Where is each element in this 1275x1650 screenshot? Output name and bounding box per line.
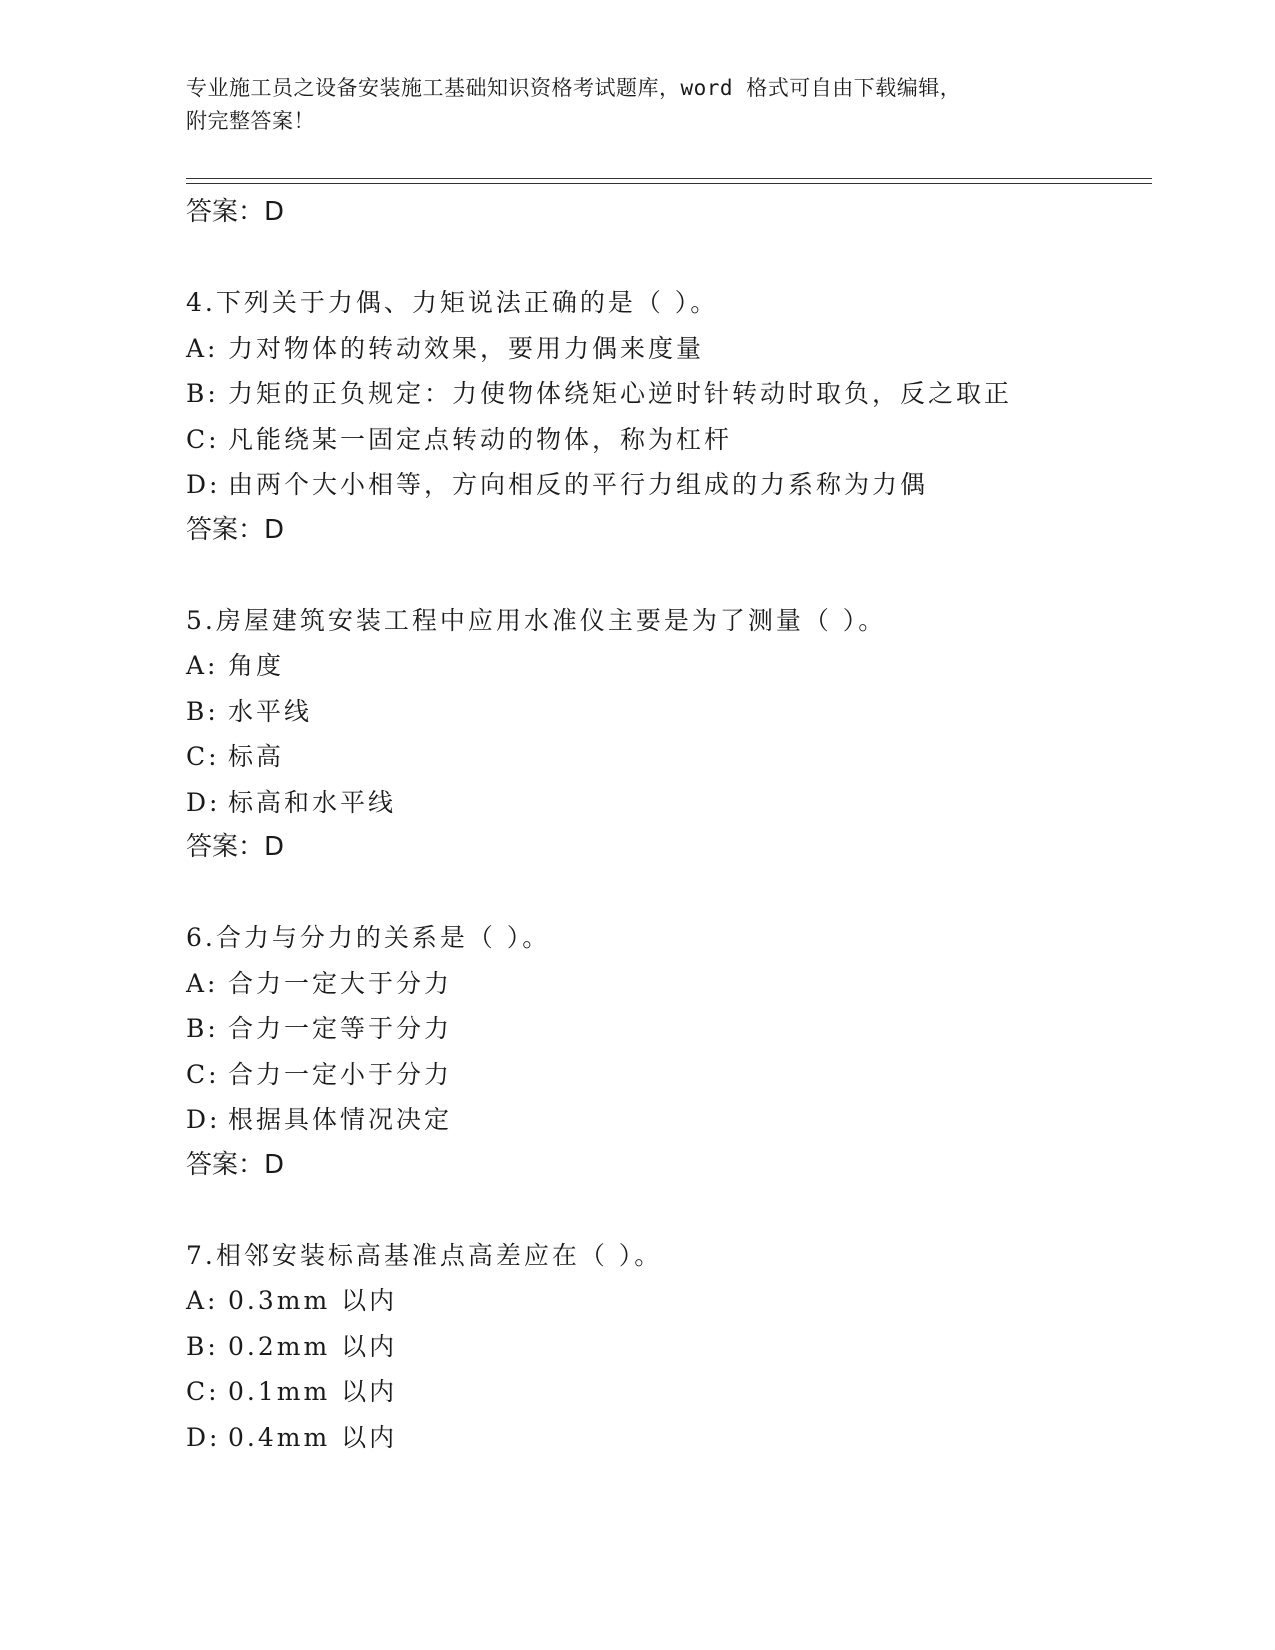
option-letter: A: xyxy=(186,968,219,998)
option-c xyxy=(186,1369,1146,1415)
question-stem: 6.合力与分力的关系是（ ）。 xyxy=(186,923,551,952)
question-block xyxy=(186,280,1146,553)
document-header: 专业施工员之设备安装施工基础知识资格考试题库，word 格式可自由下载编辑， 附完整答案！ xyxy=(186,76,962,133)
spacer xyxy=(186,235,1146,280)
option-text: 凡能绕某一固定点转动的物体，称为杠杆 xyxy=(228,424,733,454)
option-b xyxy=(186,689,1146,735)
option-letter: B: xyxy=(186,1331,219,1361)
option-text: 力对物体的转动效果，要用力偶来度量 xyxy=(228,333,705,363)
question-block xyxy=(186,598,1146,871)
option-letter: B: xyxy=(186,696,219,726)
option-text: 标高 xyxy=(228,742,285,771)
option-a xyxy=(186,1278,1146,1324)
option-text: 合力一定大于分力 xyxy=(228,968,453,998)
option-text: 0.1mm 以内 xyxy=(228,1377,398,1406)
option-text: 0.2mm 以内 xyxy=(228,1331,398,1361)
spacer xyxy=(186,1188,1146,1233)
option-b xyxy=(186,1324,1146,1370)
question-block xyxy=(186,1233,1146,1461)
option-text: 合力一定小于分力 xyxy=(228,1059,453,1089)
option-text: 水平线 xyxy=(228,696,313,726)
option-a xyxy=(186,326,1146,372)
option-text: 合力一定等于分力 xyxy=(228,1014,453,1043)
question-stem: 5.房屋建筑安装工程中应用水准仪主要是为了测量（ ）。 xyxy=(186,605,887,635)
header-rule-top xyxy=(186,178,1152,179)
option-letter: A: xyxy=(186,333,219,363)
option-text: 标高和水平线 xyxy=(228,787,397,817)
option-d xyxy=(186,462,1146,508)
option-d xyxy=(186,1097,1146,1143)
option-text: 0.3mm 以内 xyxy=(228,1286,398,1315)
question-answer: 答案：D xyxy=(186,514,285,545)
option-text: 由两个大小相等，方向相反的平行力组成的力系称为力偶 xyxy=(228,470,929,499)
option-a xyxy=(186,961,1146,1007)
option-a xyxy=(186,643,1146,689)
option-text: 根据具体情况决定 xyxy=(228,1105,453,1134)
option-letter: C: xyxy=(186,1059,220,1089)
question-stem: 4.下列关于力偶、力矩说法正确的是（ ）。 xyxy=(186,288,719,317)
option-letter: A: xyxy=(186,1286,219,1315)
option-letter: A: xyxy=(186,651,219,680)
option-letter: B: xyxy=(186,1014,219,1043)
option-letter: D: xyxy=(186,1105,221,1134)
option-letter: D: xyxy=(186,470,221,499)
option-text: 0.4mm 以内 xyxy=(228,1422,398,1452)
header-rule-bottom xyxy=(186,183,1152,184)
option-letter: C: xyxy=(186,1377,220,1406)
question-block xyxy=(186,915,1146,1188)
previous-answer: 答案：D xyxy=(186,197,285,227)
question-answer: 答案：D xyxy=(186,1149,285,1180)
spacer xyxy=(186,553,1146,598)
question-list xyxy=(186,190,1146,1460)
option-text: 力矩的正负规定：力使物体绕矩心逆时针转动时取负，反之取正 xyxy=(228,379,1013,408)
spacer xyxy=(186,870,1146,915)
option-letter: C: xyxy=(186,742,220,771)
option-c xyxy=(186,417,1146,463)
option-d xyxy=(186,1415,1146,1461)
option-letter: D: xyxy=(186,787,221,817)
option-d xyxy=(186,780,1146,826)
option-text: 角度 xyxy=(228,651,285,680)
option-letter: B: xyxy=(186,379,219,408)
option-letter: D: xyxy=(186,1422,221,1452)
option-b xyxy=(186,1006,1146,1052)
option-letter: C: xyxy=(186,424,220,454)
question-stem: 7.相邻安装标高基准点高差应在（ ）。 xyxy=(186,1240,663,1270)
option-b xyxy=(186,371,1146,417)
question-answer: 答案：D xyxy=(186,832,285,862)
option-c xyxy=(186,1052,1146,1098)
option-c xyxy=(186,734,1146,780)
